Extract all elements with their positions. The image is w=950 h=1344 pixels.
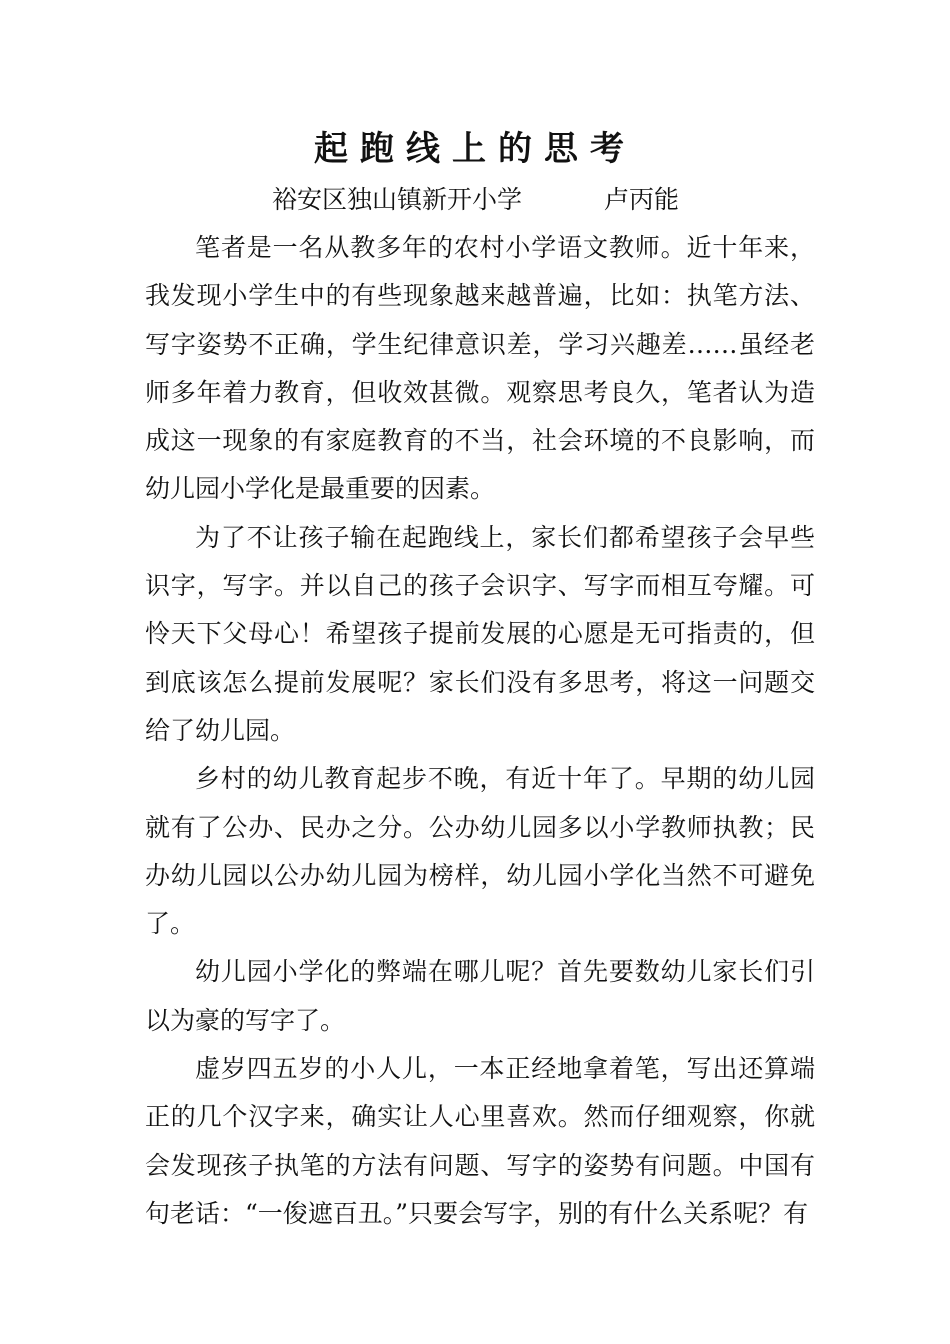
document-title: 起跑线上的思考 [314,129,636,169]
author-name: 卢丙能 [604,185,680,214]
byline [0,180,950,220]
paragraph: 为了不让孩子输在起跑线上，家长们都希望孩子会早些识字，写字。并以自己的孩子会识字、写字而相互夸耀。可怜天下父母心！希望孩子提前发展的心愿是无可指责的，但到底该怎么提前发展呢？家长们没有多思考，将这一问题交给了幼儿园。 [145,522,815,745]
article-body [145,224,815,1238]
author-school: 裕安区独山镇新开小学 [272,185,523,214]
paragraph: 乡村的幼儿教育起步不晚，有近十年了。早期的幼儿园就有了公办、民办之分。公办幼儿园多以小学教师执教；民办幼儿园以公办幼儿园为榜样，幼儿园小学化当然不可避免了。 [145,764,815,939]
paragraph: 虚岁四五岁的小人儿，一本正经地拿着笔，写出还算端正的几个汉字来，确实让人心里喜欢。然而仔细观察，你就会发现孩子执笔的方法有问题、写字的姿势有问题。中国有句老话：“一俊遮百丑。”只要会写字，别的有什么关系呢？有 [145,1054,815,1228]
paragraph: 幼儿园小学化的弊端在哪儿呢？首先要数幼儿家长们引以为豪的写字了。 [145,957,815,1035]
paragraph: 笔者是一名从教多年的农村小学语文教师。近十年来，我发现小学生中的有些现象越来越普遍，比如：执笔方法、写字姿势不正确，学生纪律意识差，学习兴趣差……虽经老师多年着力教育，但收效甚微。观察思考良久，笔者认为造成这一现象的有家庭教育的不当，社会环境的不良影响，而幼儿园小学化是最重要的因素。 [145,233,815,504]
